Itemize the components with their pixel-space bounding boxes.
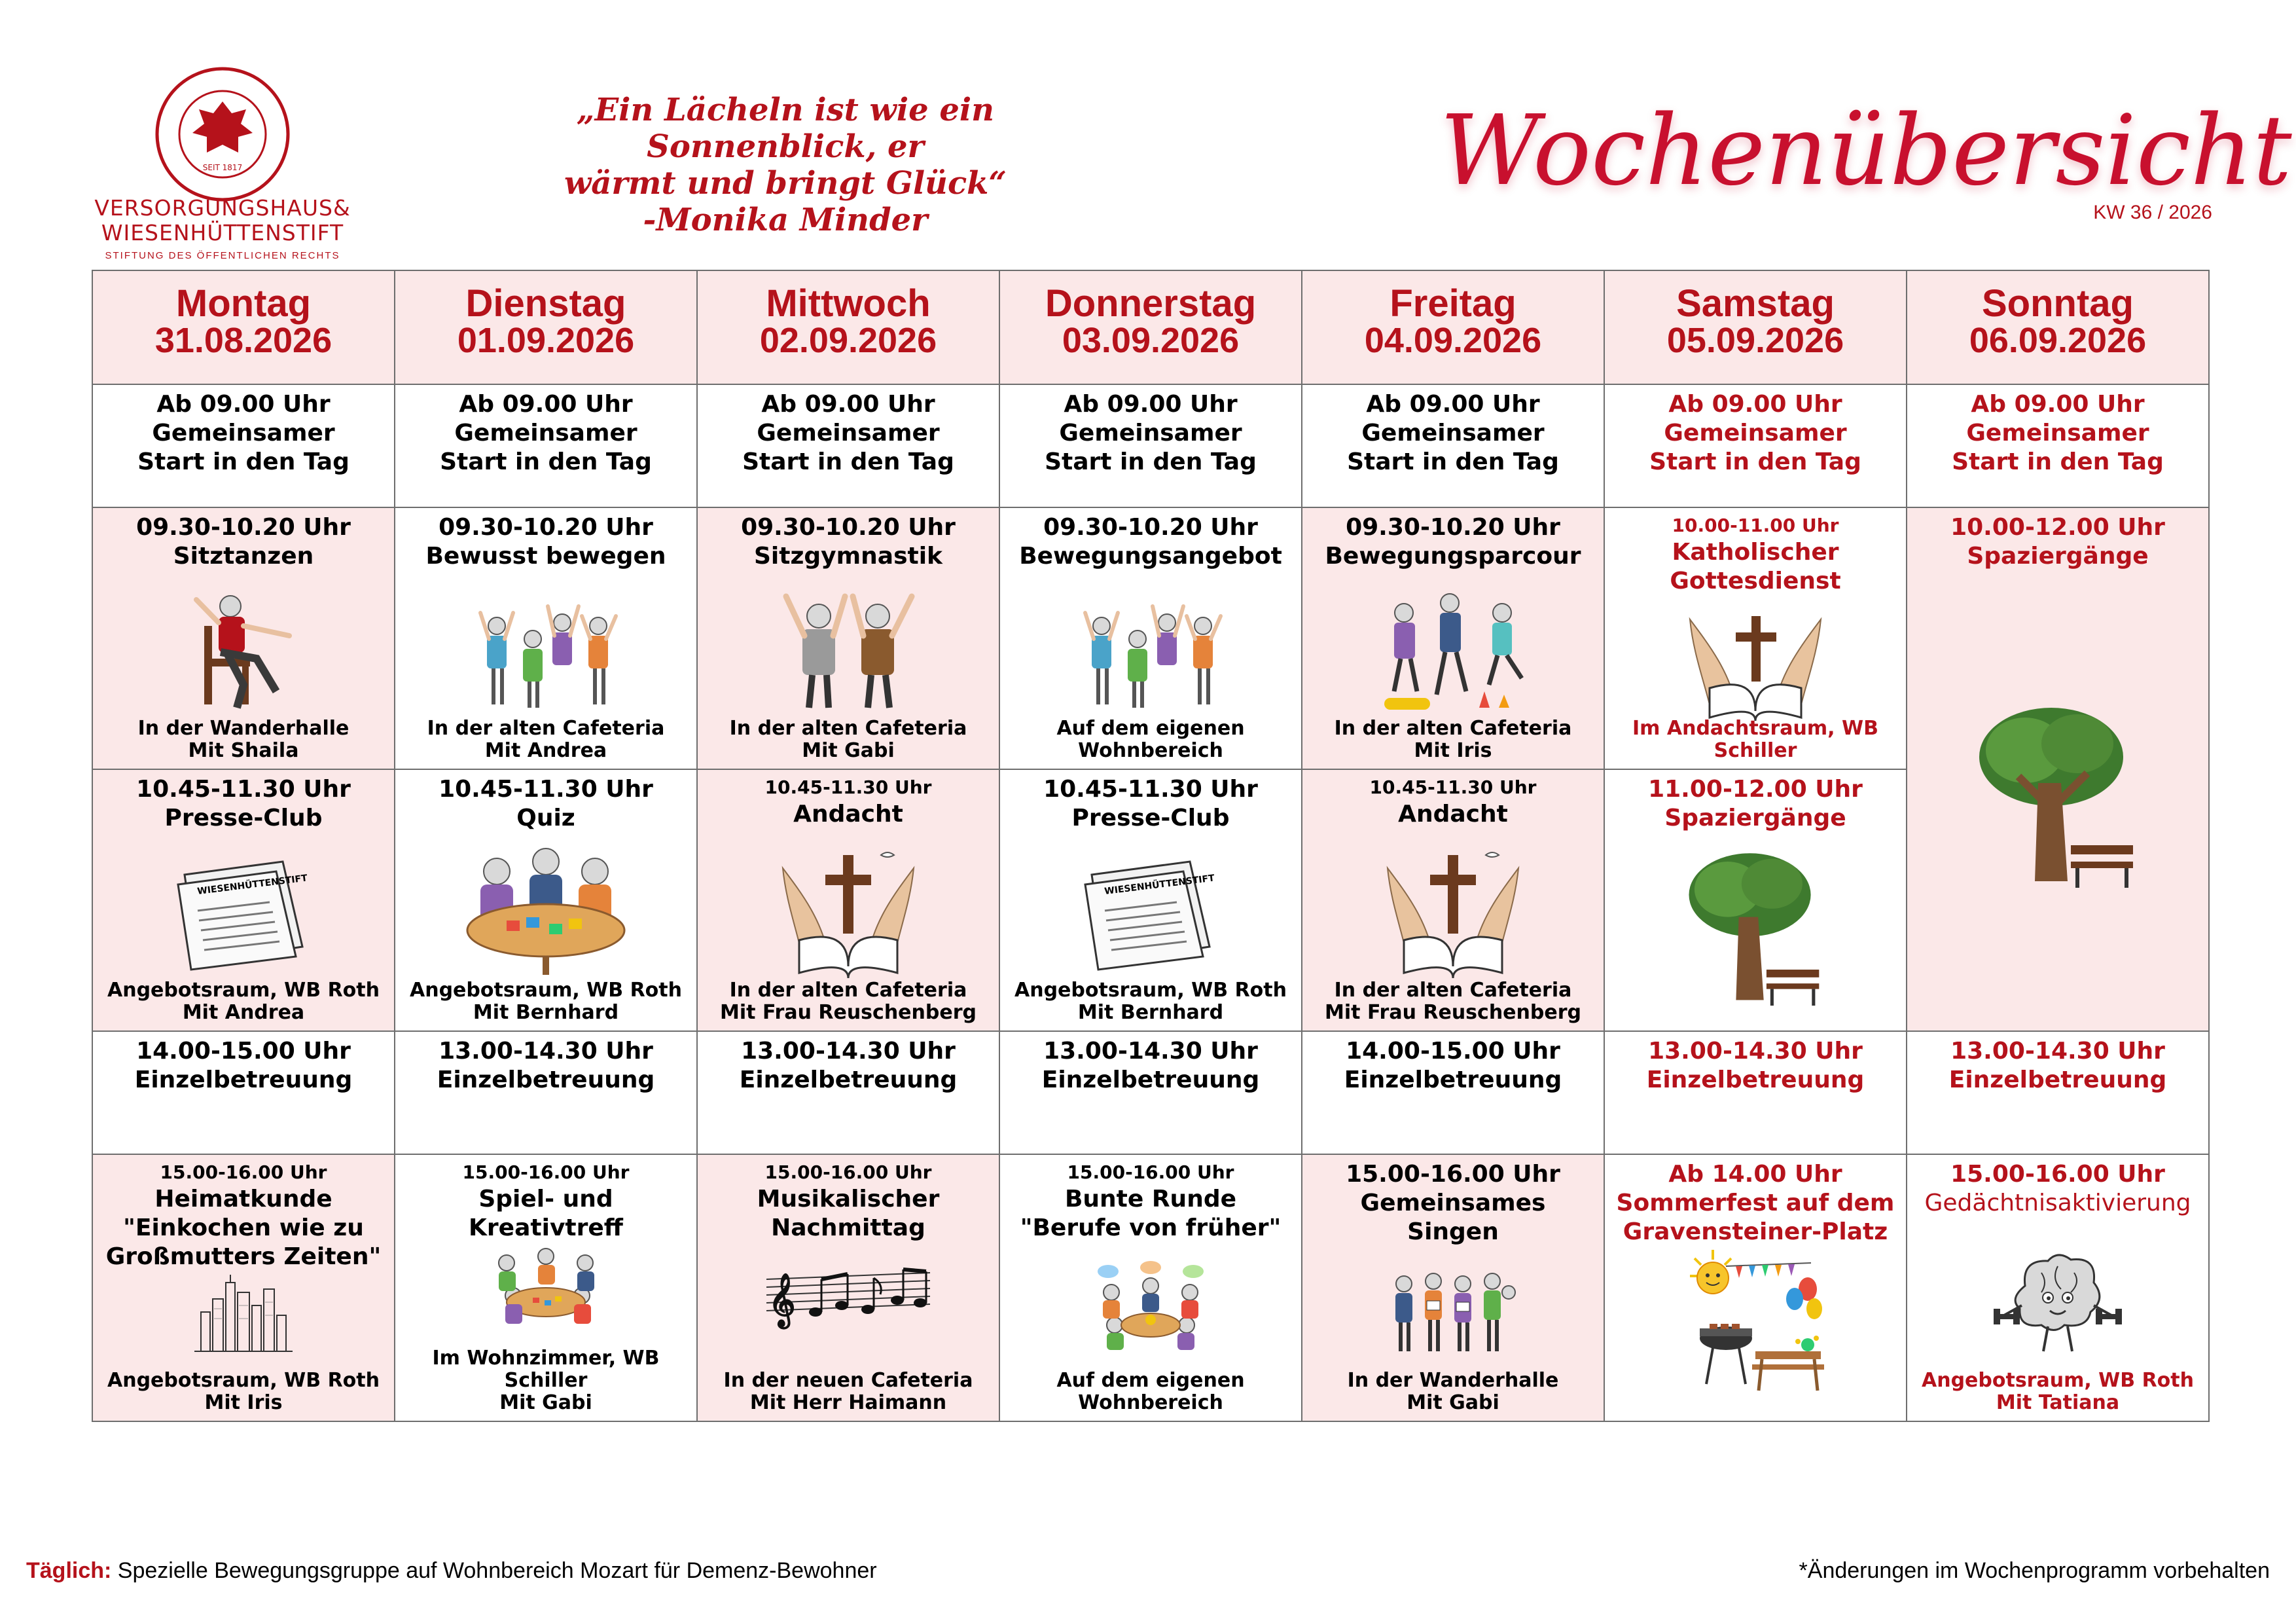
morning-cell: Ab 09.00 Uhr Gemeinsamer Start in den Tag bbox=[1604, 384, 1907, 508]
summer-party-icon bbox=[1680, 1247, 1831, 1397]
morning-cell: Ab 09.00 Uhr Gemeinsamer Start in den Tag bbox=[92, 384, 395, 508]
daily-text: Spezielle Bewegungsgruppe auf Wohnbereich Mozart für Demenz-Bewohner bbox=[111, 1558, 877, 1583]
activity-cell: 10.45-11.30 Uhr Andacht In der alten Cafeteria Mit Frau Reuschenberg bbox=[696, 769, 1000, 1032]
brain-dumbbell-icon bbox=[1992, 1247, 2123, 1358]
activity-cell: 13.00-14.30 Uhr Einzelbetreuung bbox=[1604, 1030, 1907, 1155]
seated-gymnastics-icon bbox=[773, 587, 924, 718]
activity-cell: 13.00-14.30 Uhr Einzelbetreuung bbox=[1906, 1030, 2210, 1155]
craft-table-icon bbox=[487, 1247, 605, 1332]
activity-cell: 14.00-15.00 Uhr Einzelbetreuung bbox=[92, 1030, 395, 1155]
day-header-tuesday: Dienstag 01.09.2026 bbox=[394, 270, 698, 385]
day-header-thursday: Donnerstag 03.09.2026 bbox=[999, 270, 1302, 385]
daily-label: Täglich: bbox=[26, 1558, 112, 1583]
svg-text:WIESENHÜTTENSTIFT: WIESENHÜTTENSTIFT bbox=[196, 873, 308, 897]
daily-note bbox=[26, 1558, 877, 1584]
day-header-wednesday: Mittwoch 02.09.2026 bbox=[696, 270, 1000, 385]
activity-cell: 15.00-16.00 Uhr Bunte Runde "Berufe von früher" Auf dem eigenen Wohnbereich bbox=[999, 1154, 1302, 1422]
tree-bench-icon bbox=[1683, 848, 1827, 1019]
morning-cell: Ab 09.00 Uhr Gemeinsamer Start in den Tag bbox=[696, 384, 1000, 508]
activity-cell: 13.00-14.30 Uhr Einzelbetreuung bbox=[999, 1030, 1302, 1155]
org-name-line1: VERSORGUNGSHAUS& bbox=[94, 195, 351, 221]
activity-cell: 10.00-11.00 Uhr Katholischer Gottesdienst Im Andachtsraum, WB Schiller bbox=[1604, 507, 1907, 770]
quote: „Ein Lächeln ist wie ein Sonnenblick, er wärmt und bringt Glück“ -Monika Minder bbox=[564, 92, 1007, 238]
svg-text:𝄞: 𝄞 bbox=[768, 1273, 796, 1326]
group-exercise-icon bbox=[1075, 587, 1226, 718]
svg-text:WIESENHÜTTENSTIFT: WIESENHÜTTENSTIFT bbox=[1103, 873, 1215, 897]
organization-logo bbox=[85, 65, 360, 268]
activity-cell: 10.45-11.30 Uhr Andacht In der alten Cafeteria Mit Frau Reuschenberg bbox=[1301, 769, 1605, 1032]
activity-cell: 10.45-11.30 Uhr Presse-Club WIESENHÜTTENSTIFT Angebotsraum, WB Roth Mit Andrea bbox=[92, 769, 395, 1032]
activity-cell: 09.30-10.20 Uhr Sitzgymnastik In der alten Cafeteria Mit Gabi bbox=[696, 507, 1000, 770]
music-notes-icon bbox=[763, 1260, 933, 1332]
day-header-monday: Montag 31.08.2026 bbox=[92, 270, 395, 385]
morning-cell: Ab 09.00 Uhr Gemeinsamer Start in den Tag bbox=[1906, 384, 2210, 508]
activity-cell: 10.45-11.30 Uhr Quiz Angebotsraum, WB Roth Mit Bernhard bbox=[394, 769, 698, 1032]
tree-bench-icon bbox=[1973, 704, 2143, 901]
quiz-table-icon bbox=[461, 845, 631, 976]
page-title: Wochenübersicht bbox=[1440, 94, 2292, 207]
parcour-icon bbox=[1374, 587, 1532, 718]
org-name-line2: WIESENHÜTTENSTIFT bbox=[101, 220, 344, 246]
sunday-walk-cell: 10.00-12.00 Uhr Spaziergänge bbox=[1906, 507, 2210, 1032]
morning-cell: Ab 09.00 Uhr Gemeinsamer Start in den Tag bbox=[999, 384, 1302, 508]
seal-icon bbox=[154, 65, 291, 203]
org-subtitle: STIFTUNG DES ÖFFENTLICHEN RECHTS bbox=[105, 250, 340, 261]
day-header-saturday: Samstag 05.09.2026 bbox=[1604, 270, 1907, 385]
praying-hands-bible-icon bbox=[1683, 606, 1827, 724]
activity-cell: 15.00-16.00 Uhr Gedächtnisaktivierung Angebotsraum, WB Roth Mit Tatiana bbox=[1906, 1154, 2210, 1422]
activity-cell: 11.00-12.00 Uhr Spaziergänge bbox=[1604, 769, 1907, 1032]
activity-cell: 09.30-10.20 Uhr Bewegungsparcour In der alten Cafeteria Mit Iris bbox=[1301, 507, 1605, 770]
activity-cell: 15.00-16.00 Uhr Spiel- und Kreativtreff Im Wohnzimmer, WB Schiller Mit Gabi bbox=[394, 1154, 698, 1422]
morning-cell: Ab 09.00 Uhr Gemeinsamer Start in den Tag bbox=[1301, 384, 1605, 508]
newspaper-icon bbox=[1079, 848, 1223, 973]
activity-cell: 09.30-10.20 Uhr Sitztanzen In der Wanderhalle Mit Shaila bbox=[92, 507, 395, 770]
activity-cell: 09.30-10.20 Uhr Bewegungsangebot Auf dem eigenen Wohnbereich bbox=[999, 507, 1302, 770]
activity-cell: 13.00-14.30 Uhr Einzelbetreuung bbox=[394, 1030, 698, 1155]
changes-disclaimer: *Änderungen im Wochenprogramm vorbehalten bbox=[1799, 1558, 2270, 1583]
morning-cell: Ab 09.00 Uhr Gemeinsamer Start in den Tag bbox=[394, 384, 698, 508]
day-header-friday: Freitag 04.09.2026 bbox=[1301, 270, 1605, 385]
activity-cell: 15.00-16.00 Uhr Heimatkunde "Einkochen wie zu Großmutters Zeiten" Angebotsraum, WB Roth Mit Iris bbox=[92, 1154, 395, 1422]
skyline-icon bbox=[194, 1273, 293, 1358]
cross-bible-icon bbox=[776, 842, 920, 979]
singing-group-icon bbox=[1388, 1269, 1518, 1355]
activity-cell: 09.30-10.20 Uhr Bewusst bewegen In der alten Cafeteria Mit Andrea bbox=[394, 507, 698, 770]
group-exercise-icon bbox=[471, 587, 621, 718]
newspaper-icon bbox=[171, 848, 315, 973]
activity-cell: 15.00-16.00 Uhr Musikalischer Nachmittag 𝄞 In der neuen Cafeteria Mit Herr Haimann bbox=[696, 1154, 1000, 1422]
calendar-week: KW 36 / 2026 bbox=[2093, 202, 2212, 223]
chat-circle-icon bbox=[1088, 1260, 1213, 1351]
activity-cell: 15.00-16.00 Uhr Gemeinsames Singen In der Wanderhalle Mit Gabi bbox=[1301, 1154, 1605, 1422]
chair-dance-icon bbox=[185, 587, 302, 718]
weekly-schedule-table bbox=[92, 270, 2210, 1422]
svg-text:SEIT 1817: SEIT 1817 bbox=[202, 163, 243, 172]
activity-cell: 13.00-14.30 Uhr Einzelbetreuung bbox=[696, 1030, 1000, 1155]
day-header-sunday: Sonntag 06.09.2026 bbox=[1906, 270, 2210, 385]
cross-bible-icon bbox=[1381, 842, 1525, 979]
activity-cell: 14.00-15.00 Uhr Einzelbetreuung bbox=[1301, 1030, 1605, 1155]
activity-cell: 10.45-11.30 Uhr Presse-Club WIESENHÜTTENSTIFT Angebotsraum, WB Roth Mit Bernhard bbox=[999, 769, 1302, 1032]
activity-cell: Ab 14.00 Uhr Sommerfest auf dem Gravensteiner-Platz bbox=[1604, 1154, 1907, 1422]
